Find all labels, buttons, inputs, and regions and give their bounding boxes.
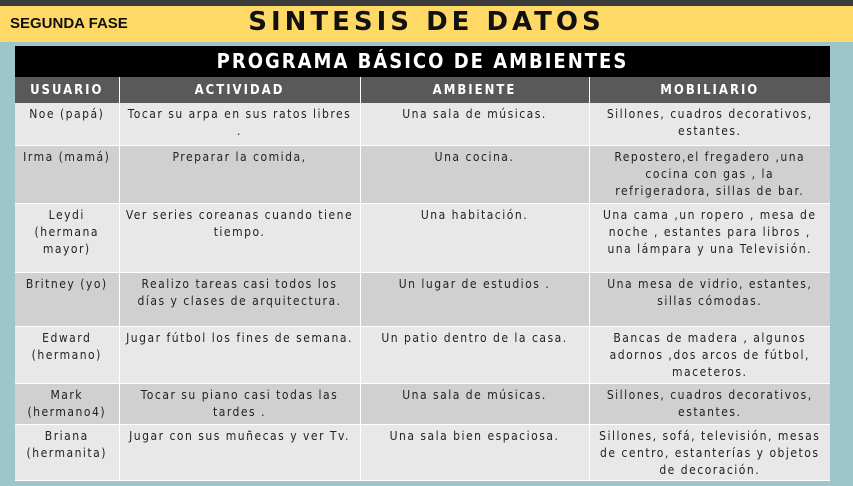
table-row	[15, 145, 830, 203]
cell-mobiliario: Sillones, cuadros decorativos, estantes.	[589, 103, 830, 145]
cell-actividad: Jugar fútbol los fines de semana.	[119, 326, 360, 383]
cell-mobiliario: Una mesa de vidrio, estantes, sillas cómodas.	[589, 272, 830, 326]
cell-ambiente: Una sala de músicas.	[360, 383, 589, 424]
table-header-row	[15, 77, 830, 103]
table-row	[15, 326, 830, 383]
column-header-mobiliario: MOBILIARIO	[589, 77, 830, 103]
table-title: PROGRAMA BÁSICO DE AMBIENTES	[15, 46, 830, 77]
cell-ambiente: Una sala de músicas.	[360, 103, 589, 145]
cell-usuario: Noe (papá)	[15, 103, 119, 145]
ambientes-table	[15, 77, 830, 481]
column-header-usuario: USUARIO	[15, 77, 119, 103]
cell-mobiliario: Una cama ,un ropero , mesa de noche , estantes para libros , una lámpara y una Televisión.	[589, 203, 830, 272]
cell-actividad: Jugar con sus muñecas y ver Tv.	[119, 424, 360, 480]
cell-mobiliario: Sillones, sofá, televisión, mesas de centro, estanterías y objetos de decoración.	[589, 424, 830, 480]
cell-usuario: Mark (hermano4)	[15, 383, 119, 424]
cell-mobiliario: Sillones, cuadros decorativos, estantes.	[589, 383, 830, 424]
column-header-ambiente: AMBIENTE	[360, 77, 589, 103]
table-row	[15, 103, 830, 145]
cell-ambiente: Un lugar de estudios .	[360, 272, 589, 326]
table-row	[15, 203, 830, 272]
cell-usuario: Leydi (hermana mayor)	[15, 203, 119, 272]
table-row	[15, 424, 830, 480]
cell-usuario: Edward (hermano)	[15, 326, 119, 383]
table-container	[15, 46, 830, 480]
cell-ambiente: Una habitación.	[360, 203, 589, 272]
cell-actividad: Ver series coreanas cuando tiene tiempo.	[119, 203, 360, 272]
cell-actividad: Tocar su arpa en sus ratos libres .	[119, 103, 360, 145]
phase-label: SEGUNDA FASE	[10, 15, 128, 32]
cell-mobiliario: Bancas de madera , algunos adornos ,dos arcos de fútbol, maceteros.	[589, 326, 830, 383]
cell-actividad: Realizo tareas casi todos los días y clases de arquitectura.	[119, 272, 360, 326]
cell-usuario: Britney (yo)	[15, 272, 119, 326]
table-row	[15, 272, 830, 326]
cell-mobiliario: Repostero,el fregadero ,una cocina con gas , la refrigeradora, sillas de bar.	[589, 145, 830, 203]
cell-usuario: Briana (hermanita)	[15, 424, 119, 480]
cell-ambiente: Un patio dentro de la casa.	[360, 326, 589, 383]
cell-ambiente: Una cocina.	[360, 145, 589, 203]
table-row	[15, 383, 830, 424]
column-header-actividad: ACTIVIDAD	[119, 77, 360, 103]
page-title: SINTESIS DE DATOS	[248, 7, 605, 37]
cell-usuario: Irma (mamá)	[15, 145, 119, 203]
cell-ambiente: Una sala bien espaciosa.	[360, 424, 589, 480]
cell-actividad: Tocar su piano casi todas las tardes .	[119, 383, 360, 424]
cell-actividad: Preparar la comida,	[119, 145, 360, 203]
